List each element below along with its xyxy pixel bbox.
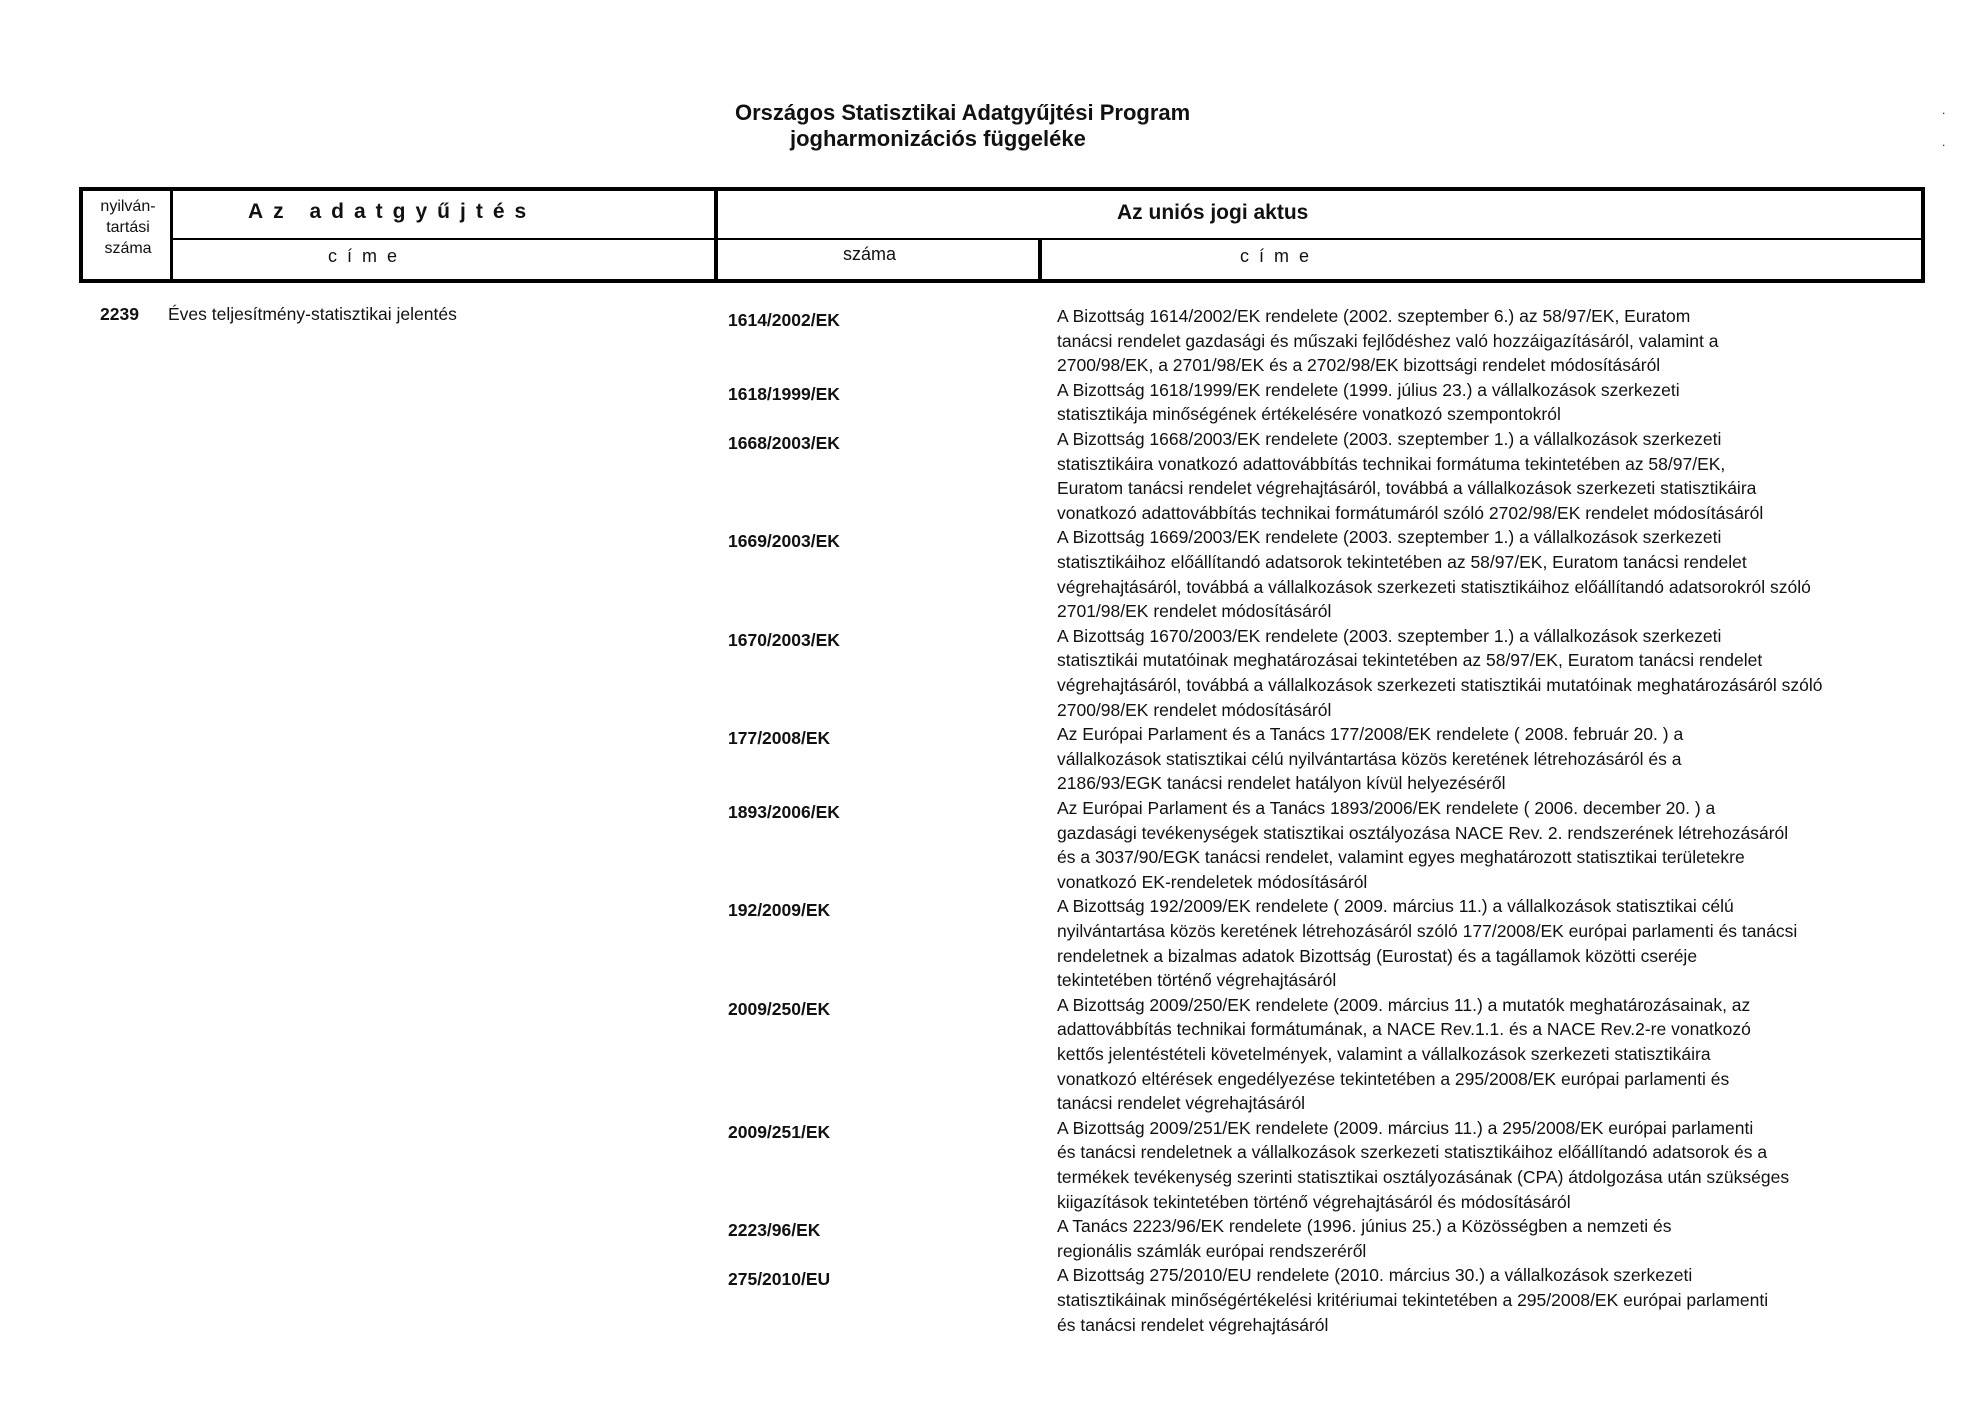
eu-act-title-line: nyilvántartása közös keretének létrehozásáról szóló 177/2008/EK európai parlamenti és tanácsi <box>1057 920 1798 941</box>
eu-act-number-label: száma <box>843 244 897 264</box>
eu-act-title-line: A Bizottság 192/2009/EK rendelete ( 2009. március 11.) a vállalkozások statisztikai célú <box>1057 896 1734 917</box>
eu-act-title-line: gazdasági tevékenységek statisztikai osztályozása NACE Rev. 2. rendszerének létrehozásáról <box>1057 822 1789 843</box>
eu-act-title <box>1057 624 1961 722</box>
eu-act-number: 1670/2003/EK <box>728 629 840 650</box>
eu-act-title-line: statisztikáihoz előállítandó adatsorok tekintetében az 58/97/EK, Euratom tanácsi rendelet <box>1057 551 1747 572</box>
eu-act-title <box>1057 993 1961 1116</box>
eu-act-title-line: végrehajtásáról, továbbá a vállalkozások szerkezeti statisztikái mutatóinak meghatározásáról szóló <box>1057 674 1823 695</box>
eu-act-number: 1614/2002/EK <box>728 310 840 330</box>
eu-act-number: 2223/96/EK <box>728 1220 821 1241</box>
eu-act-title-line: vonatkozó adattovábbítás technikai formátumáról szóló 2702/98/EK rendelet módosításáról <box>1057 502 1764 523</box>
registration-number-header <box>82 196 174 259</box>
eu-act-title-line: Az Európai Parlament és a Tanács 177/2008/EK rendelete ( 2008. február 20. ) a <box>1057 724 1684 745</box>
collection-heading: Az adatgyűjtés <box>248 200 537 223</box>
eu-act-title-line: és tanácsi rendeletnek a vállalkozások szerkezeti statisztikáihoz előállítandó adatsorok és a <box>1057 1142 1768 1163</box>
eu-act-title-line: tekintetében történő végrehajtásáról <box>1057 970 1337 991</box>
eu-act-title <box>1057 525 1961 623</box>
eu-act-title-line: rendeletnek a bizalmas adatok Bizottság (Eurostat) és a tagállamok közötti cseréje <box>1057 945 1698 966</box>
eu-act-title-line: statisztikáira vonatkozó adattovábbítás technikai formátuma tekintetében az 58/97/EK, <box>1057 453 1726 474</box>
eu-act-title-line: Euratom tanácsi rendelet végrehajtásáról, továbbá a vállalkozások szerkezeti statisztikáira <box>1057 478 1757 499</box>
eu-act-title-line: vonatkozó eltérések engedélyezése tekintetében a 295/2008/EK európai parlamenti és <box>1057 1068 1730 1089</box>
eu-act-title <box>1057 304 1961 378</box>
registration-label-line: száma <box>104 240 152 257</box>
document-title <box>735 100 1190 152</box>
eu-act-title-line: A Bizottság 1614/2002/EK rendelete (2002. szeptember 6.) az 58/97/EK, Euratom <box>1057 306 1691 326</box>
eu-act-title-line: vállalkozások statisztikai célú nyilvántartása közös keretének létrehozásáról és a <box>1057 748 1682 769</box>
eu-act-number: 1618/1999/EK <box>728 383 840 404</box>
eu-act-number: 1893/2006/EK <box>728 802 840 822</box>
eu-act-title-line: A Bizottság 2009/250/EK rendelete (2009. március 11.) a mutatók meghatározásainak, az <box>1057 994 1751 1015</box>
eu-act-number: 2009/251/EK <box>728 1121 831 1142</box>
eu-act-title-line: és a 3037/90/EGK tanácsi rendelet, valamint egyes meghatározott statisztikai területekre <box>1057 847 1745 868</box>
eu-act-title-line: végrehajtásáról, továbbá a vállalkozások szerkezeti statisztikáihoz előállítandó adatsorokról szóló <box>1057 576 1811 597</box>
eu-act-number: 192/2009/EK <box>728 900 831 921</box>
eu-act-title-line: adattovábbítás technikai formátumának, a NACE Rev.1.1. és a NACE Rev.2-re vonatkozó <box>1057 1019 1751 1040</box>
registration-number: 2239 <box>100 304 139 324</box>
header-divider-3 <box>1038 240 1042 283</box>
eu-act-title-line: kiigazítások tekintetében történő végrehajtásáról és módosításáról <box>1057 1191 1571 1212</box>
registration-label <box>82 196 174 259</box>
eu-act-title <box>1057 796 1961 894</box>
eu-act-number: 1668/2003/EK <box>728 433 840 453</box>
title-line-1: Országos Statisztikai Adatgyűjtési Program <box>735 100 1191 125</box>
eu-act-title-line: tanácsi rendelet végrehajtásáról <box>1057 1093 1306 1114</box>
eu-act-heading: Az uniós jogi aktus <box>1117 201 1309 224</box>
eu-act-title-line: statisztikája minőségének értékelésére vonatkozó szempontokról <box>1057 404 1561 425</box>
eu-act-title <box>1057 722 1961 796</box>
eu-act-title-line: tanácsi rendelet gazdasági és műszaki fejlődéshez való hozzáigazításáról, valamint a <box>1057 330 1719 351</box>
eu-act-number: 1669/2003/EK <box>728 531 840 552</box>
eu-act-title-line: 2700/98/EK rendelet módosításáról <box>1057 699 1332 720</box>
eu-act-title-line: 2700/98/EK, a 2701/98/EK és a 2702/98/EK bizottsági rendelet módosításáról <box>1057 355 1661 376</box>
eu-act-title-line: A Tanács 2223/96/EK rendelete (1996. június 25.) a Közösségben a nemzeti és <box>1057 1216 1672 1237</box>
eu-act-title-line: A Bizottság 1670/2003/EK rendelete (2003. szeptember 1.) a vállalkozások szerkezeti <box>1057 625 1722 646</box>
eu-act-title-line: regionális számlák európai rendszeréről <box>1057 1240 1367 1261</box>
eu-act-title-line: kettős jelentéstételi követelmények, valamint a vállalkozások szerkezeti statisztikáira <box>1057 1043 1711 1064</box>
eu-act-number: 275/2010/EU <box>728 1269 831 1290</box>
eu-act-title <box>1057 1263 1961 1337</box>
eu-act-title <box>1057 894 1961 992</box>
eu-act-title-label: címe <box>1240 246 1320 266</box>
collection-title: Éves teljesítmény-statisztikai jelentés <box>168 304 457 324</box>
eu-act-title-line: statisztikáinak minőségértékelési kritériumai tekintetében a 295/2008/EK európai parlamenti <box>1057 1289 1769 1310</box>
eu-act-title <box>1057 378 1961 427</box>
eu-act-title-line: termékek tevékenység szerinti statisztikai osztályozásának (CPA) átdolgozása után szükséges <box>1057 1166 1790 1187</box>
corner-mark-1: . <box>1942 103 1946 117</box>
corner-mark-2: . <box>1942 135 1946 149</box>
registration-label-line: nyilván- <box>100 198 156 215</box>
eu-act-title-line: statisztikái mutatóinak meghatározásai tekintetében az 58/97/EK, Euratom tanácsi rendelet <box>1057 650 1763 671</box>
collection-title-label: címe <box>328 246 408 266</box>
eu-act-title <box>1057 427 1961 525</box>
eu-act-title-line: A Bizottság 2009/251/EK rendelete (2009. március 11.) a 295/2008/EK európai parlamenti <box>1057 1117 1754 1138</box>
eu-act-title-line: A Bizottság 1618/1999/EK rendelete (1999. július 23.) a vállalkozások szerkezeti <box>1057 379 1680 400</box>
eu-act-title-line: A Bizottság 1668/2003/EK rendelete (2003. szeptember 1.) a vállalkozások szerkezeti <box>1057 429 1722 449</box>
eu-act-number: 2009/250/EK <box>728 998 831 1019</box>
eu-act-title-line: 2701/98/EK rendelet módosításáról <box>1057 601 1332 622</box>
eu-act-title-line: 2186/93/EGK tanácsi rendelet hatályon kívül helyezéséről <box>1057 773 1506 794</box>
eu-act-title-line: Az Európai Parlament és a Tanács 1893/2006/EK rendelete ( 2006. december 20. ) a <box>1057 798 1716 818</box>
eu-act-title-line: és tanácsi rendelet végrehajtásáról <box>1057 1314 1329 1335</box>
header-divider-2 <box>714 187 718 283</box>
eu-act-title-line: vonatkozó EK-rendeletek módosításáról <box>1057 871 1368 892</box>
eu-act-number: 177/2008/EK <box>728 728 831 749</box>
registration-label-line: tartási <box>106 219 150 236</box>
eu-act-title <box>1057 1116 1961 1214</box>
eu-act-title-line: A Bizottság 1669/2003/EK rendelete (2003. szeptember 1.) a vállalkozások szerkezeti <box>1057 527 1722 548</box>
title-line-2: jogharmonizációs függeléke <box>790 126 1086 151</box>
eu-act-title-line: A Bizottság 275/2010/EU rendelete (2010. március 30.) a vállalkozások szerkezeti <box>1057 1265 1693 1286</box>
header-row-divider <box>170 238 1925 240</box>
eu-act-title <box>1057 1214 1961 1263</box>
